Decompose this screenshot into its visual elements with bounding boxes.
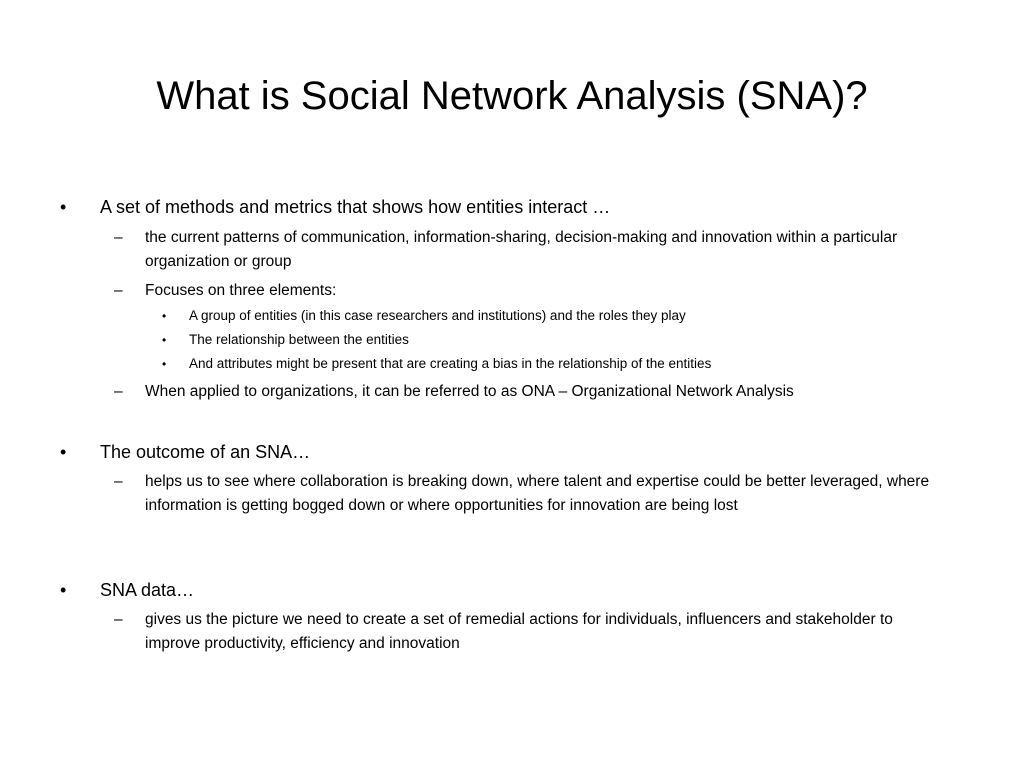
bullet-marker: • — [162, 357, 167, 371]
dash-marker: – — [114, 383, 123, 400]
sub-bullet-text: When applied to organizations, it can be referred to as ONA – Organizational Network Analysis — [145, 383, 794, 400]
slide-title: What is Social Network Analysis (SNA)? — [156, 74, 868, 118]
bullet-marker: • — [60, 442, 67, 462]
bullet-marker: • — [162, 309, 167, 323]
sub-sub-bullet-text: And attributes might be present that are creating a bias in the relationship of the entities — [189, 356, 712, 371]
bullet-item — [60, 195, 980, 219]
bullet-text: A set of methods and metrics that shows how entities interact … — [100, 197, 611, 217]
sub-bullet-item — [114, 470, 945, 518]
bullet-marker: • — [60, 197, 67, 217]
sub-bullet-text: gives us the picture we need to create a set of remedial actions for individuals, influencers and stakeholder to improve productivity, efficiency and innovation — [145, 611, 893, 652]
bullet-item — [60, 578, 980, 602]
sub-sub-bullet-text: The relationship between the entities — [189, 332, 409, 347]
sub-bullet-text: Focuses on three elements: — [145, 282, 337, 299]
bullet-marker: • — [162, 333, 167, 347]
sub-bullet-text: helps us to see where collaboration is breaking down, where talent and expertise could be better leveraged, where information is getting bogged down or where opportunities for innovation are being lost — [145, 473, 930, 514]
dash-marker: – — [114, 611, 123, 628]
dash-marker: – — [114, 282, 123, 299]
sub-sub-bullet-text: A group of entities (in this case researchers and institutions) and the roles they play — [189, 308, 686, 323]
dash-marker: – — [114, 473, 123, 490]
sub-bullet-item — [114, 608, 935, 656]
sub-sub-bullet-item — [162, 352, 969, 376]
sub-bullet-item — [114, 279, 965, 303]
sub-bullet-text: the current patterns of communication, information-sharing, decision-making and innovation within a particular organization or group — [145, 229, 898, 270]
bullet-text: SNA data… — [100, 580, 195, 600]
sub-bullet-item — [114, 226, 965, 274]
sub-sub-bullet-item — [162, 328, 969, 352]
sub-sub-bullet-item — [162, 304, 969, 328]
sub-bullet-item — [114, 380, 965, 404]
dash-marker: – — [114, 229, 123, 246]
bullet-marker: • — [60, 580, 67, 600]
bullet-item — [60, 440, 980, 464]
bullet-text: The outcome of an SNA… — [100, 442, 311, 462]
